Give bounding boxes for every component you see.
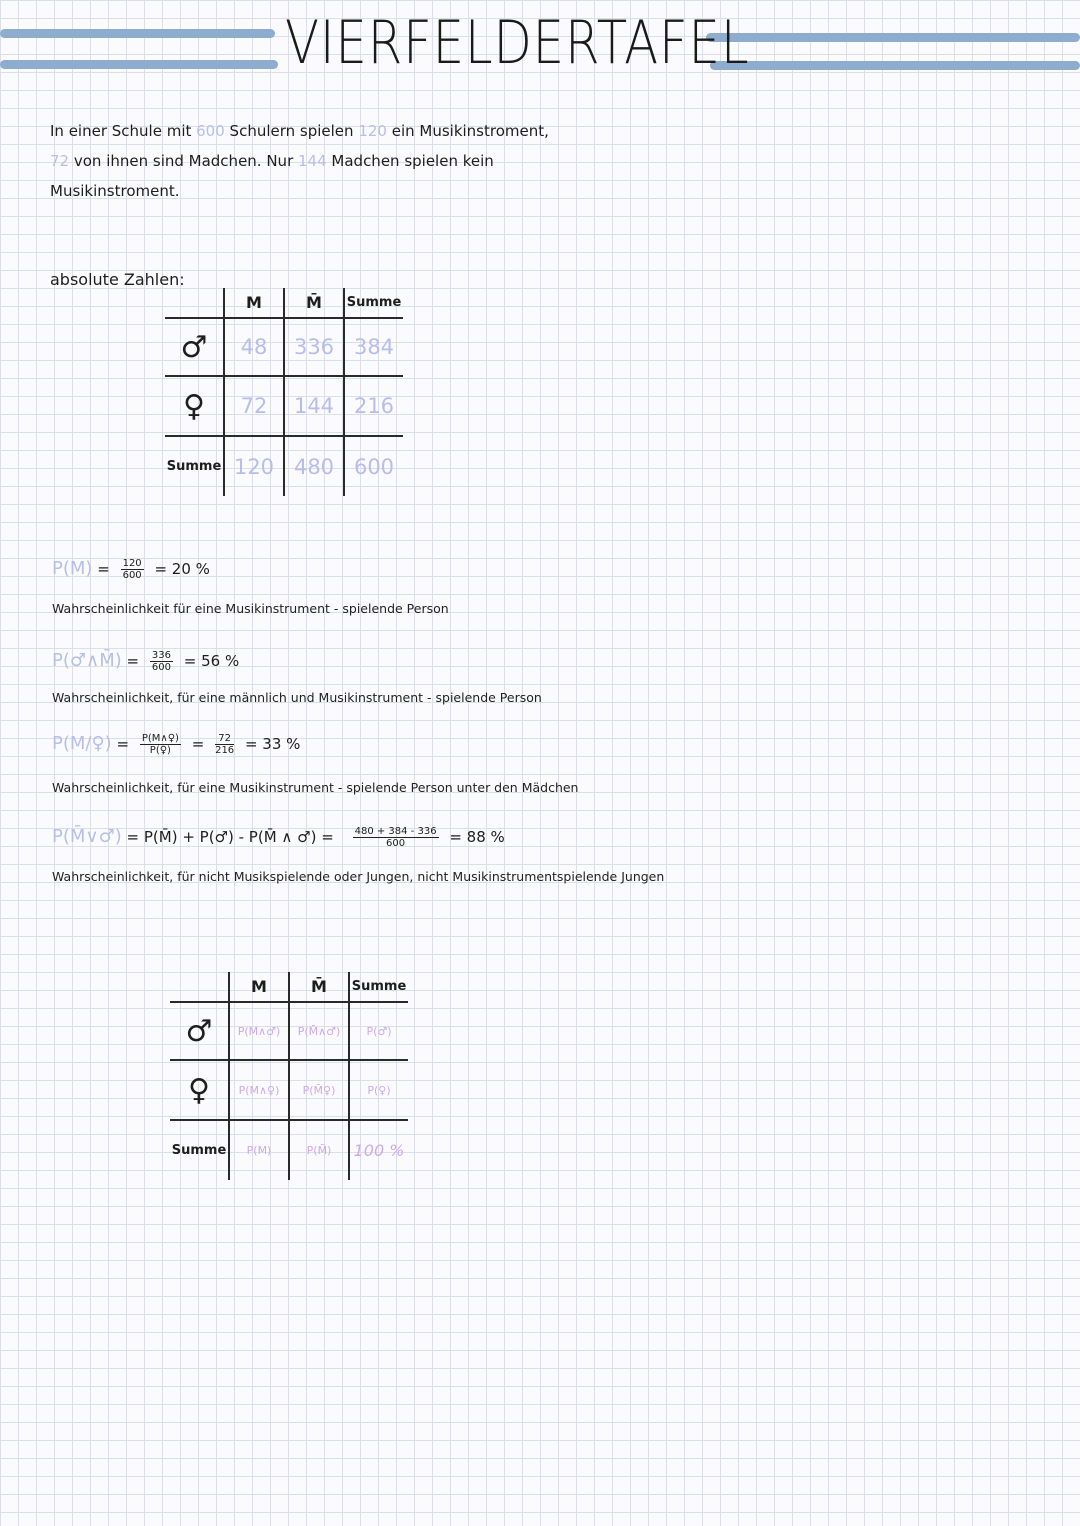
- formula-p-m: P(M) = $\frac{120}{600}$ = 20 %: [52, 558, 210, 581]
- col-header-not-m: M̄: [284, 288, 344, 318]
- page-title: VIERFELDERTAFEL: [285, 8, 750, 78]
- fraction: $\frac{336}{600}$: [151, 650, 171, 673]
- formula-desc-2: Wahrscheinlichkeit, für eine männlich und Musikinstrument - spielende Person: [52, 690, 542, 705]
- row-header-sum: Summe: [166, 459, 222, 474]
- cell-female-not-m: 144: [284, 376, 344, 436]
- cell-sum-m: 120: [224, 436, 284, 496]
- cell-sum-total: 600: [344, 436, 403, 496]
- cell-male-not-m: 336: [284, 318, 344, 376]
- formula-desc-1: Wahrscheinlichkeit für eine Musikinstrument - spielende Person: [52, 601, 449, 616]
- probability-table: [170, 972, 408, 1180]
- absolute-table: [165, 288, 403, 496]
- formula-p-male-not-m: P(♂∧M̄) = $\frac{336}{600}$ = 56 %: [52, 650, 240, 673]
- female-symbol: ♀: [165, 376, 224, 436]
- cell-male-m: 48: [224, 318, 284, 376]
- cell-sum-m: P(M): [229, 1120, 289, 1180]
- fraction: $\frac{120}{600}$: [122, 558, 142, 581]
- absolute-numbers-label: absolute Zahlen:: [50, 270, 185, 289]
- formula-desc-4: Wahrscheinlichkeit, für nicht Musikspielende oder Jungen, nicht Musikinstrumentspielende Jungen: [52, 869, 665, 884]
- header-rule-left-top: [0, 29, 275, 38]
- header-rule-right-bottom: [710, 61, 1080, 70]
- cell-male-sum: 384: [344, 318, 403, 376]
- intro-line-3: Musikinstroment.: [50, 182, 180, 200]
- intro-line-2: 72 von ihnen sind Madchen. Nur 144 Madchen spielen kein: [50, 152, 494, 170]
- cell-female-m: P(M∧♀): [229, 1060, 289, 1120]
- cell-female-sum: P(♀): [349, 1060, 408, 1120]
- cell-sum-total: 100 %: [349, 1120, 408, 1180]
- male-symbol: ♂: [165, 318, 224, 376]
- cell-female-m: 72: [224, 376, 284, 436]
- cell-female-not-m: P(M̄♀): [289, 1060, 349, 1120]
- col-header-m: M: [229, 972, 289, 1002]
- cell-male-sum: P(♂): [349, 1002, 408, 1060]
- col-header-sum: Summe: [349, 972, 408, 1002]
- female-symbol: ♀: [170, 1060, 229, 1120]
- header-rule-right-top: [706, 33, 1080, 42]
- header-rule-left-bottom: [0, 60, 278, 69]
- cell-female-sum: 216: [344, 376, 403, 436]
- row-header-sum: Summe: [171, 1143, 227, 1158]
- fraction: $\frac{72}{216}$: [215, 733, 235, 756]
- fraction: $\frac{480 + 384 - 336}{600}$: [354, 826, 437, 849]
- formula-p-m-given-female: P(M/♀) = $\frac{P(M\wedge♀)}{P(♀)}$ = $\frac{72}{216}$ = 33 %: [52, 733, 301, 756]
- cell-male-m: P(M∧♂): [229, 1002, 289, 1060]
- col-header-m: M: [224, 288, 284, 318]
- col-header-not-m: M̄: [289, 972, 349, 1002]
- cell-sum-not-m: 480: [284, 436, 344, 496]
- cell-sum-not-m: P(M̄): [289, 1120, 349, 1180]
- fraction: $\frac{P(M\wedge♀)}{P(♀)}$: [141, 733, 179, 756]
- cell-male-not-m: P(M̄∧♂): [289, 1002, 349, 1060]
- male-symbol: ♂: [170, 1002, 229, 1060]
- col-header-sum: Summe: [344, 288, 403, 318]
- formula-desc-3: Wahrscheinlichkeit, für eine Musikinstrument - spielende Person unter den Mädchen: [52, 780, 579, 795]
- formula-p-not-m-or-male: P(M̄∨♂) = P(M̄) + P(♂) - P(M̄ ∧ ♂) = $\frac{480 + 384 - 336}{600}$ = 88 %: [52, 826, 505, 849]
- intro-line-1: In einer Schule mit 600 Schulern spielen 120 ein Musikinstroment,: [50, 122, 549, 140]
